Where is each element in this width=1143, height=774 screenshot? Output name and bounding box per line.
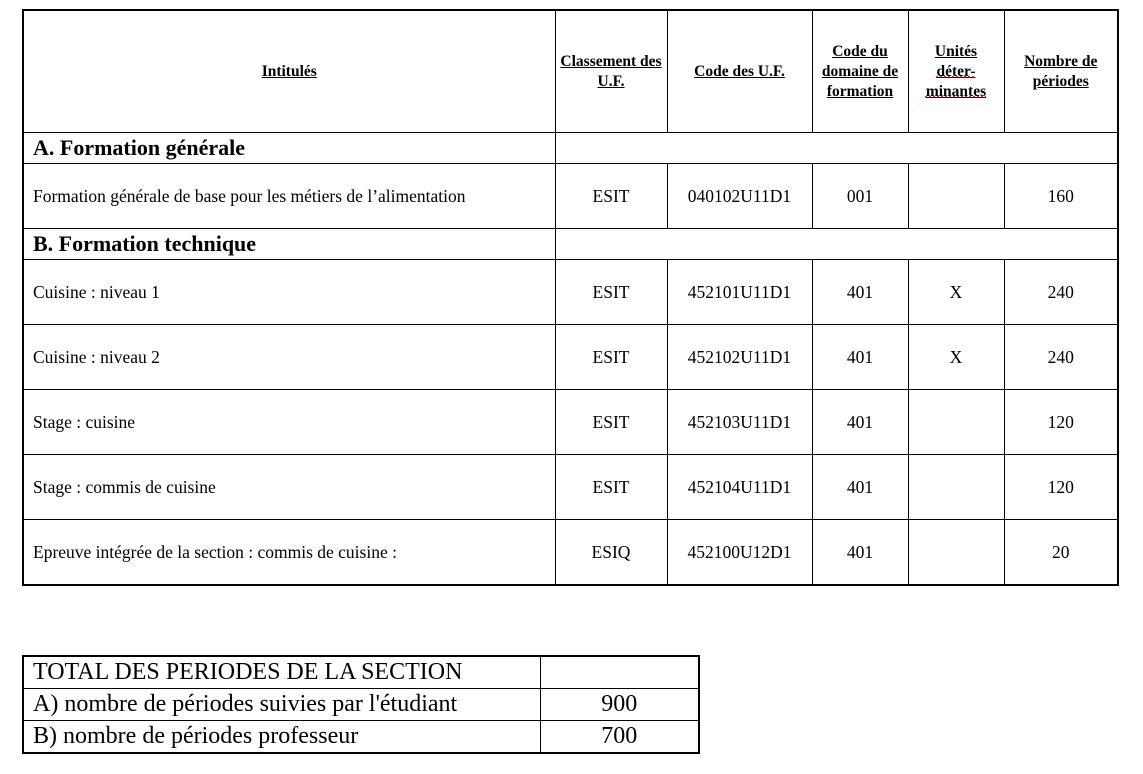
table-row (23, 455, 1118, 520)
header-periodes: Nombre de périodes (1004, 10, 1118, 133)
cell-code: 452104U11D1 (667, 455, 812, 520)
table-row (23, 164, 1118, 229)
cell-label: Stage : cuisine (23, 390, 555, 455)
table-row (23, 520, 1118, 586)
cell-domaine: 401 (812, 390, 908, 455)
header-row (23, 10, 1118, 133)
totals-teacher-label: B) nombre de périodes professeur (23, 721, 540, 754)
cell-determinante (908, 164, 1004, 229)
cell-code: 452102U11D1 (667, 325, 812, 390)
cell-code: 040102U11D1 (667, 164, 812, 229)
cell-classement: ESIT (555, 325, 667, 390)
cell-determinante: X (908, 260, 1004, 325)
cell-classement: ESIT (555, 455, 667, 520)
cell-domaine: 401 (812, 260, 908, 325)
cell-domaine: 001 (812, 164, 908, 229)
header-code-uf: Code des U.F. (667, 10, 812, 133)
totals-student-row (23, 689, 699, 721)
cell-determinante (908, 455, 1004, 520)
totals-table (22, 655, 700, 754)
section-title: A. Formation générale (23, 133, 555, 164)
totals-student-value: 900 (540, 689, 699, 721)
section-filler (555, 133, 1118, 164)
cell-domaine: 401 (812, 325, 908, 390)
cell-determinante (908, 520, 1004, 586)
cell-label: Cuisine : niveau 1 (23, 260, 555, 325)
header-unites-line2: déter- (936, 62, 976, 80)
table-row (23, 260, 1118, 325)
header-intitules: Intitulés (23, 10, 555, 133)
cell-label: Formation générale de base pour les métiers de l’alimentation (23, 164, 555, 229)
totals-title-row (23, 656, 699, 689)
cell-periodes: 240 (1004, 325, 1118, 390)
section-row (23, 133, 1118, 164)
totals-teacher-row (23, 721, 699, 754)
cell-determinante (908, 390, 1004, 455)
cell-classement: ESIT (555, 164, 667, 229)
cell-code: 452100U12D1 (667, 520, 812, 586)
cell-label: Cuisine : niveau 2 (23, 325, 555, 390)
header-unites-line3: minantes (925, 82, 987, 100)
section-filler (555, 229, 1118, 260)
section-row (23, 229, 1118, 260)
totals-title-blank (540, 656, 699, 689)
cell-periodes: 120 (1004, 455, 1118, 520)
table-row (23, 390, 1118, 455)
header-classement: Classement des U.F. (555, 10, 667, 133)
table-row (23, 325, 1118, 390)
cell-domaine: 401 (812, 520, 908, 586)
totals-student-label: A) nombre de périodes suivies par l'étudiant (23, 689, 540, 721)
header-unites-line1: Unités (934, 42, 978, 60)
cell-determinante: X (908, 325, 1004, 390)
cell-classement: ESIT (555, 390, 667, 455)
cell-classement: ESIQ (555, 520, 667, 586)
cell-classement: ESIT (555, 260, 667, 325)
cell-code: 452103U11D1 (667, 390, 812, 455)
cell-label: Epreuve intégrée de la section : commis de cuisine : (23, 520, 555, 586)
cell-periodes: 240 (1004, 260, 1118, 325)
cell-periodes: 120 (1004, 390, 1118, 455)
header-code-domaine: Code du domaine de formation (812, 10, 908, 133)
cell-label: Stage : commis de cuisine (23, 455, 555, 520)
section-title: B. Formation technique (23, 229, 555, 260)
totals-title: TOTAL DES PERIODES DE LA SECTION (23, 656, 540, 689)
cell-periodes: 160 (1004, 164, 1118, 229)
totals-teacher-value: 700 (540, 721, 699, 754)
uf-table (22, 9, 1119, 586)
header-unites-determinantes (908, 10, 1004, 133)
cell-domaine: 401 (812, 455, 908, 520)
cell-periodes: 20 (1004, 520, 1118, 586)
cell-code: 452101U11D1 (667, 260, 812, 325)
